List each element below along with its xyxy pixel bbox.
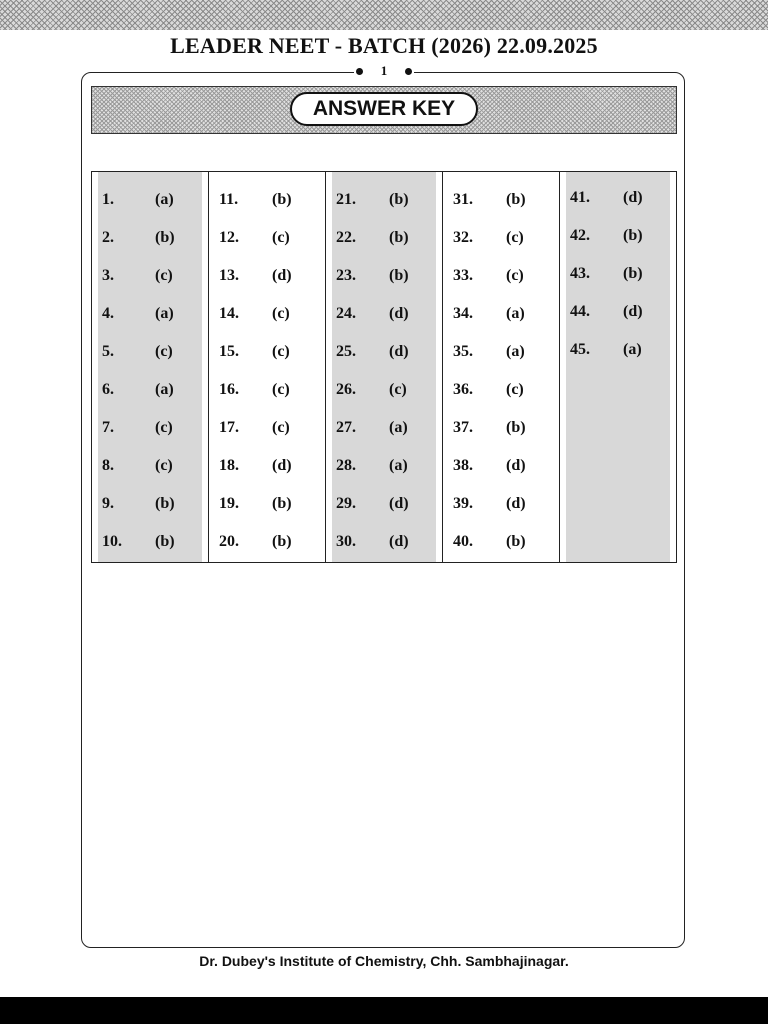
page-number-right-dot-icon — [405, 68, 412, 75]
answer-option: (c) — [155, 267, 173, 284]
answer-option: (a) — [506, 305, 525, 322]
answer-row — [215, 181, 319, 219]
answer-option: (c) — [272, 343, 290, 360]
answer-row — [332, 447, 436, 485]
answer-option: (b) — [389, 267, 409, 284]
answer-row — [215, 219, 319, 257]
answer-option: (b) — [506, 419, 526, 436]
question-number: 20. — [219, 533, 239, 550]
answer-column-5 — [560, 172, 676, 562]
top-pattern-strip — [0, 0, 768, 30]
question-number: 8. — [102, 457, 114, 474]
question-number: 19. — [219, 495, 239, 512]
answer-option: (c) — [155, 419, 173, 436]
answer-column-2 — [209, 172, 326, 562]
answer-row — [449, 447, 553, 485]
question-number: 29. — [336, 495, 356, 512]
answer-option: (d) — [389, 343, 409, 360]
question-number: 35. — [453, 343, 473, 360]
question-number: 6. — [102, 381, 114, 398]
answer-option: (c) — [272, 229, 290, 246]
answer-option: (b) — [272, 533, 292, 550]
question-number: 45. — [570, 341, 590, 358]
answer-row — [449, 219, 553, 257]
answer-row — [332, 257, 436, 295]
bottom-bar — [0, 997, 768, 1024]
answer-row — [98, 295, 202, 333]
question-number: 26. — [336, 381, 356, 398]
question-number: 1. — [102, 191, 114, 208]
answer-column-3 — [326, 172, 443, 562]
answer-row — [332, 523, 436, 561]
answer-option: (b) — [506, 191, 526, 208]
answer-option: (b) — [623, 227, 643, 244]
question-number: 11. — [219, 191, 239, 208]
answer-row — [566, 331, 670, 369]
answer-row — [98, 333, 202, 371]
answer-row — [215, 485, 319, 523]
answer-column-1 — [92, 172, 209, 562]
answer-row — [566, 293, 670, 331]
answer-option: (d) — [623, 303, 643, 320]
answer-option: (a) — [155, 191, 174, 208]
question-number: 40. — [453, 533, 473, 550]
answer-option: (a) — [506, 343, 525, 360]
question-number: 39. — [453, 495, 473, 512]
question-number: 38. — [453, 457, 473, 474]
question-number: 14. — [219, 305, 239, 322]
question-number: 7. — [102, 419, 114, 436]
question-number: 15. — [219, 343, 239, 360]
answer-row — [449, 409, 553, 447]
answer-option: (d) — [272, 457, 292, 474]
question-number: 41. — [570, 189, 590, 206]
answer-option: (a) — [389, 419, 408, 436]
answer-option: (c) — [272, 381, 290, 398]
question-number: 42. — [570, 227, 590, 244]
answer-option: (b) — [155, 533, 175, 550]
answer-row — [98, 523, 202, 561]
answer-option: (b) — [272, 495, 292, 512]
answer-option: (c) — [272, 419, 290, 436]
answer-row — [332, 409, 436, 447]
question-number: 10. — [102, 533, 122, 550]
answer-row — [215, 333, 319, 371]
question-number: 17. — [219, 419, 239, 436]
answer-row — [215, 447, 319, 485]
answer-option: (c) — [389, 381, 407, 398]
answer-row — [98, 181, 202, 219]
answer-row — [215, 295, 319, 333]
answer-row — [332, 485, 436, 523]
question-number: 32. — [453, 229, 473, 246]
answer-option: (b) — [389, 191, 409, 208]
question-number: 4. — [102, 305, 114, 322]
answer-option: (c) — [155, 457, 173, 474]
page-number: 1 — [380, 63, 388, 78]
answer-option: (b) — [623, 265, 643, 282]
answer-option: (c) — [506, 381, 524, 398]
answer-rows — [332, 178, 436, 561]
answer-option: (d) — [506, 457, 526, 474]
question-number: 31. — [453, 191, 473, 208]
question-number: 23. — [336, 267, 356, 284]
question-number: 24. — [336, 305, 356, 322]
question-number: 22. — [336, 229, 356, 246]
answer-option: (b) — [389, 229, 409, 246]
answer-row — [332, 181, 436, 219]
answer-option: (b) — [155, 495, 175, 512]
question-number: 21. — [336, 191, 356, 208]
page-number-marker — [354, 62, 414, 80]
answer-row — [332, 295, 436, 333]
answer-row — [566, 217, 670, 255]
answer-row — [566, 255, 670, 293]
answer-option: (d) — [389, 305, 409, 322]
question-number: 25. — [336, 343, 356, 360]
answer-row — [449, 257, 553, 295]
answer-option: (d) — [623, 189, 643, 206]
answer-row — [98, 447, 202, 485]
question-number: 18. — [219, 457, 239, 474]
answer-row — [98, 371, 202, 409]
question-number: 28. — [336, 457, 356, 474]
question-number: 43. — [570, 265, 590, 282]
answer-option: (d) — [389, 495, 409, 512]
question-number: 3. — [102, 267, 114, 284]
question-number: 16. — [219, 381, 239, 398]
answer-option: (d) — [272, 267, 292, 284]
answer-row — [98, 409, 202, 447]
answer-row — [449, 295, 553, 333]
answer-option: (a) — [389, 457, 408, 474]
answer-rows — [566, 178, 670, 369]
answer-rows — [98, 178, 202, 561]
question-number: 2. — [102, 229, 114, 246]
answer-option: (c) — [272, 305, 290, 322]
answer-row — [215, 523, 319, 561]
answer-column-4 — [443, 172, 560, 562]
answer-rows — [449, 178, 553, 561]
answer-option: (a) — [155, 305, 174, 322]
answer-key-title: ANSWER KEY — [290, 92, 478, 126]
question-number: 12. — [219, 229, 239, 246]
answer-row — [332, 333, 436, 371]
answer-option: (b) — [272, 191, 292, 208]
answer-row — [98, 219, 202, 257]
answer-row — [449, 523, 553, 561]
answer-row — [98, 485, 202, 523]
answer-row — [332, 371, 436, 409]
footer-institute-name: Dr. Dubey's Institute of Chemistry, Chh. Sambhajinagar. — [199, 953, 569, 969]
question-number: 37. — [453, 419, 473, 436]
answer-option: (c) — [155, 343, 173, 360]
answer-option: (d) — [506, 495, 526, 512]
answer-row — [98, 257, 202, 295]
question-number: 34. — [453, 305, 473, 322]
answer-option: (c) — [506, 229, 524, 246]
question-number: 13. — [219, 267, 239, 284]
answer-row — [449, 181, 553, 219]
answer-option: (b) — [506, 533, 526, 550]
answer-row — [332, 219, 436, 257]
answer-row — [215, 371, 319, 409]
question-number: 36. — [453, 381, 473, 398]
question-number: 30. — [336, 533, 356, 550]
answer-option: (a) — [623, 341, 642, 358]
answer-option: (a) — [155, 381, 174, 398]
page-title: LEADER NEET - BATCH (2026) 22.09.2025 — [170, 33, 598, 58]
question-number: 5. — [102, 343, 114, 360]
answer-row — [449, 485, 553, 523]
answer-option: (d) — [389, 533, 409, 550]
answer-option: (b) — [155, 229, 175, 246]
answer-rows — [215, 178, 319, 561]
question-number: 27. — [336, 419, 356, 436]
question-number: 9. — [102, 495, 114, 512]
answer-key-table — [91, 171, 677, 563]
answer-option: (c) — [506, 267, 524, 284]
answer-row — [215, 409, 319, 447]
question-number: 44. — [570, 303, 590, 320]
answer-row — [566, 179, 670, 217]
answer-row — [215, 257, 319, 295]
answer-row — [449, 333, 553, 371]
question-number: 33. — [453, 267, 473, 284]
answer-row — [449, 371, 553, 409]
